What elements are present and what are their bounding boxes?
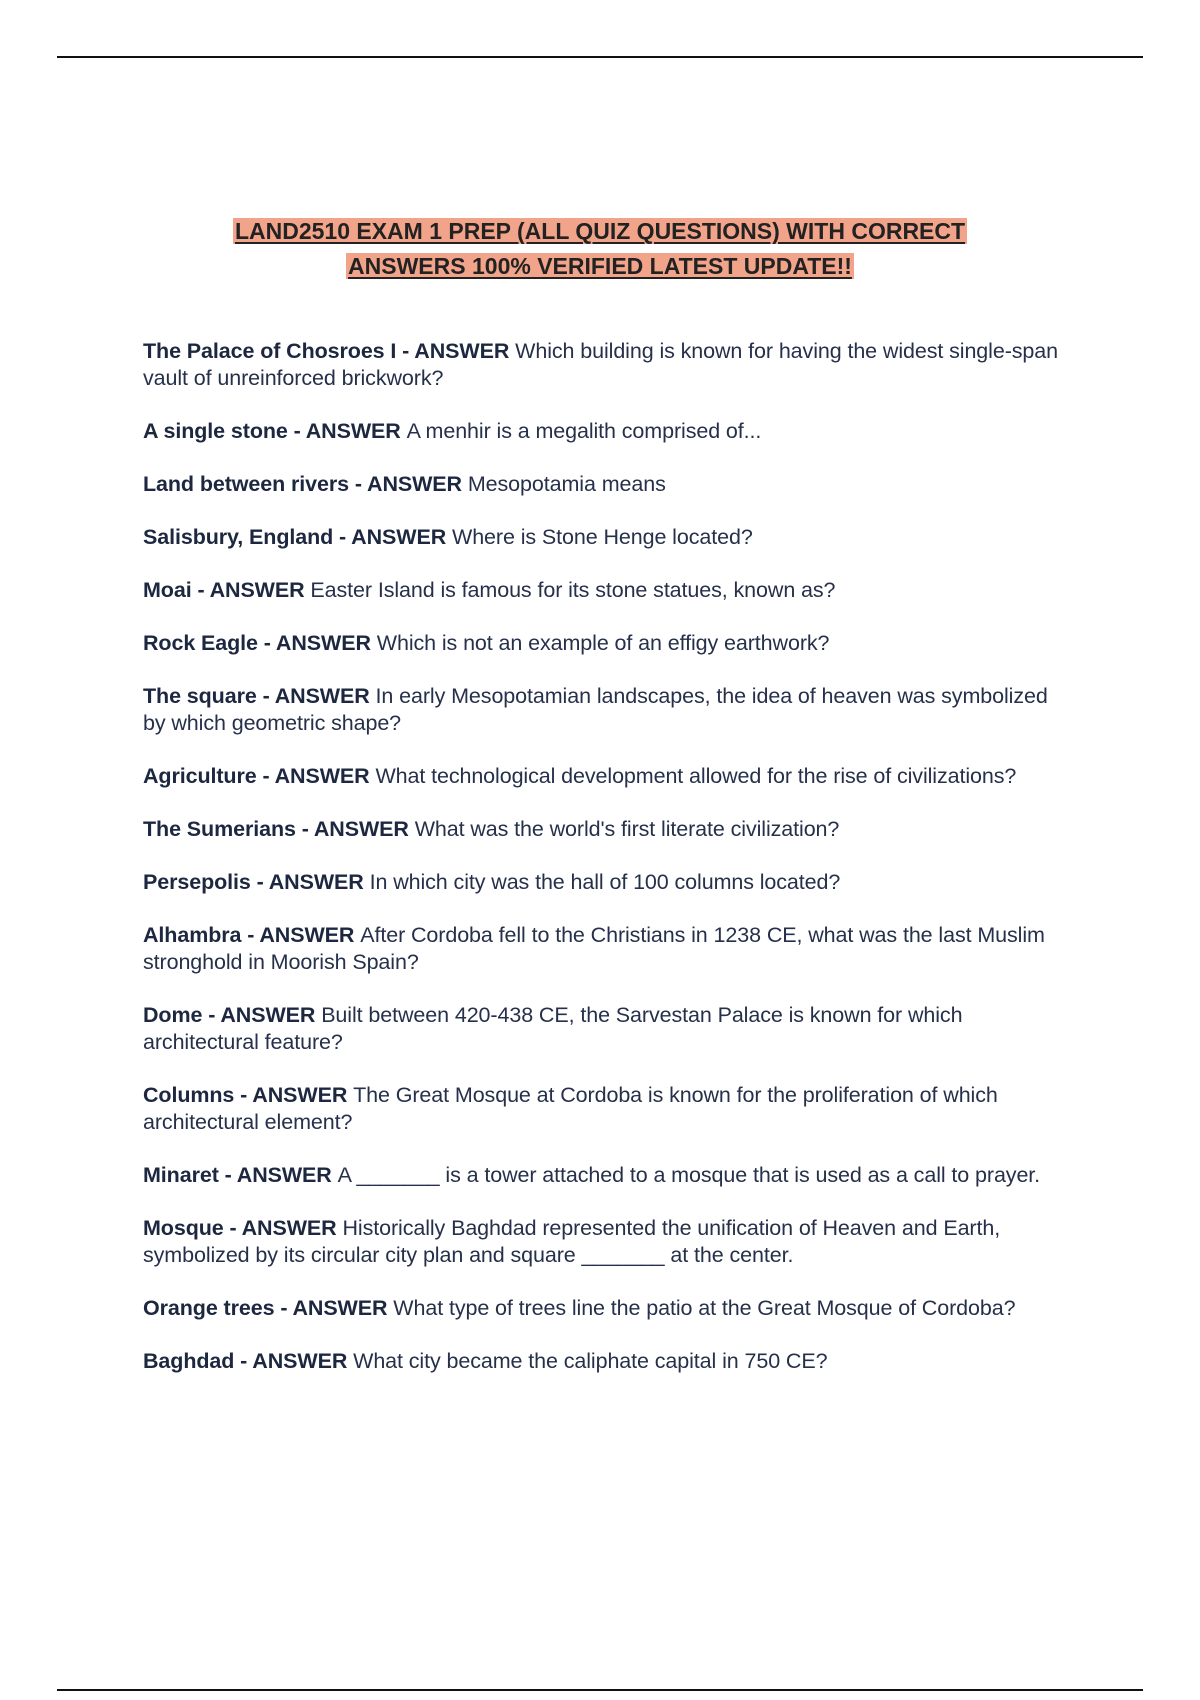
qa-item (143, 577, 1068, 604)
qa-question: A _______ is a tower attached to a mosque that is used as a call to prayer. (337, 1163, 1041, 1187)
qa-question: Easter Island is famous for its stone statues, known as? (310, 578, 836, 602)
qa-separator: - ANSWER (256, 684, 376, 708)
qa-separator: - ANSWER (295, 817, 415, 841)
qa-question: A menhir is a megalith comprised of... (406, 419, 762, 443)
qa-item (143, 1082, 1068, 1136)
qa-question: The Great Mosque at Cordoba is known for the proliferation of which architectural element? (143, 1083, 998, 1134)
qa-question: In early Mesopotamian landscapes, the idea of heaven was symbolized by which geometric shape? (143, 684, 1048, 735)
qa-answer: Land between rivers (143, 472, 350, 496)
qa-item (143, 683, 1068, 737)
qa-separator: - ANSWER (202, 1003, 322, 1027)
qa-answer: Columns (143, 1083, 235, 1107)
qa-answer: Alhambra (143, 923, 242, 947)
qa-item (143, 869, 1068, 896)
qa-answer: Orange trees (143, 1296, 275, 1320)
qa-separator: - ANSWER (257, 631, 377, 655)
qa-question: Historically Baghdad represented the unification of Heaven and Earth, symbolized by its circular city plan and square _______ at the center. (143, 1216, 1001, 1267)
qa-separator: - ANSWER (274, 1296, 394, 1320)
qa-answer: The Sumerians (143, 817, 296, 841)
qa-separator: - ANSWER (191, 578, 311, 602)
qa-answer: Baghdad (143, 1349, 235, 1373)
qa-separator: - ANSWER (223, 1216, 343, 1240)
qa-question: What city became the caliphate capital in 750 CE? (353, 1349, 828, 1373)
qa-question: Which building is known for having the widest single-span vault of unreinforced brickwork? (143, 339, 1058, 390)
qa-answer: Minaret (143, 1163, 219, 1187)
qa-question: Which is not an example of an effigy earthwork? (376, 631, 830, 655)
qa-question: What technological development allowed for the rise of civilizations? (375, 764, 1017, 788)
bottom-rule (57, 1689, 1143, 1691)
qa-question: Where is Stone Henge located? (452, 525, 753, 549)
qa-item (143, 763, 1068, 790)
qa-item (143, 471, 1068, 498)
qa-answer: Agriculture (143, 764, 257, 788)
qa-item (143, 1162, 1068, 1189)
qa-answer: Rock Eagle (143, 631, 258, 655)
title-line-1: LAND2510 EXAM 1 PREP (ALL QUIZ QUESTIONS) WITH CORRECT (234, 218, 966, 244)
top-rule (57, 56, 1143, 58)
qa-question: What was the world's first literate civilization? (414, 817, 840, 841)
qa-answer: Moai (143, 578, 192, 602)
qa-separator: - ANSWER (218, 1163, 338, 1187)
title-line-2: ANSWERS 100% VERIFIED LATEST UPDATE!! (348, 253, 852, 279)
qa-answer: Persepolis (143, 870, 251, 894)
qa-separator: - ANSWER (250, 870, 370, 894)
qa-separator: - ANSWER (241, 923, 361, 947)
qa-item (143, 1295, 1068, 1322)
qa-question: Built between 420-438 CE, the Sarvestan Palace is known for which architectural feature? (143, 1003, 963, 1054)
qa-item (143, 630, 1068, 657)
qa-item (143, 418, 1068, 445)
qa-answer: The Palace of Chosroes I (143, 339, 397, 363)
qa-separator: - ANSWER (287, 419, 407, 443)
qa-item (143, 1002, 1068, 1056)
qa-answer: Dome (143, 1003, 203, 1027)
qa-item (143, 524, 1068, 551)
qa-item (143, 1215, 1068, 1269)
qa-question: Mesopotamia means (467, 472, 666, 496)
qa-separator: - ANSWER (234, 1349, 354, 1373)
qa-separator: - ANSWER (349, 472, 468, 496)
qa-separator: - ANSWER (256, 764, 376, 788)
qa-separator: - ANSWER (333, 525, 452, 549)
qa-answer: The square (143, 684, 257, 708)
qa-answer: Salisbury, England (143, 525, 334, 549)
qa-answer: Mosque (143, 1216, 224, 1240)
qa-question: In which city was the hall of 100 columns located? (369, 870, 841, 894)
qa-question: After Cordoba fell to the Christians in 1238 CE, what was the last Muslim stronghold in Moorish Spain? (143, 923, 1045, 974)
qa-list (143, 338, 1068, 1401)
qa-item (143, 1348, 1068, 1375)
qa-separator: - ANSWER (234, 1083, 354, 1107)
document-title (140, 214, 1060, 284)
qa-answer: A single stone (143, 419, 288, 443)
qa-question: What type of trees line the patio at the Great Mosque of Cordoba? (393, 1296, 1016, 1320)
qa-item (143, 338, 1068, 392)
qa-item (143, 816, 1068, 843)
qa-separator: - ANSWER (396, 339, 516, 363)
qa-item (143, 922, 1068, 976)
